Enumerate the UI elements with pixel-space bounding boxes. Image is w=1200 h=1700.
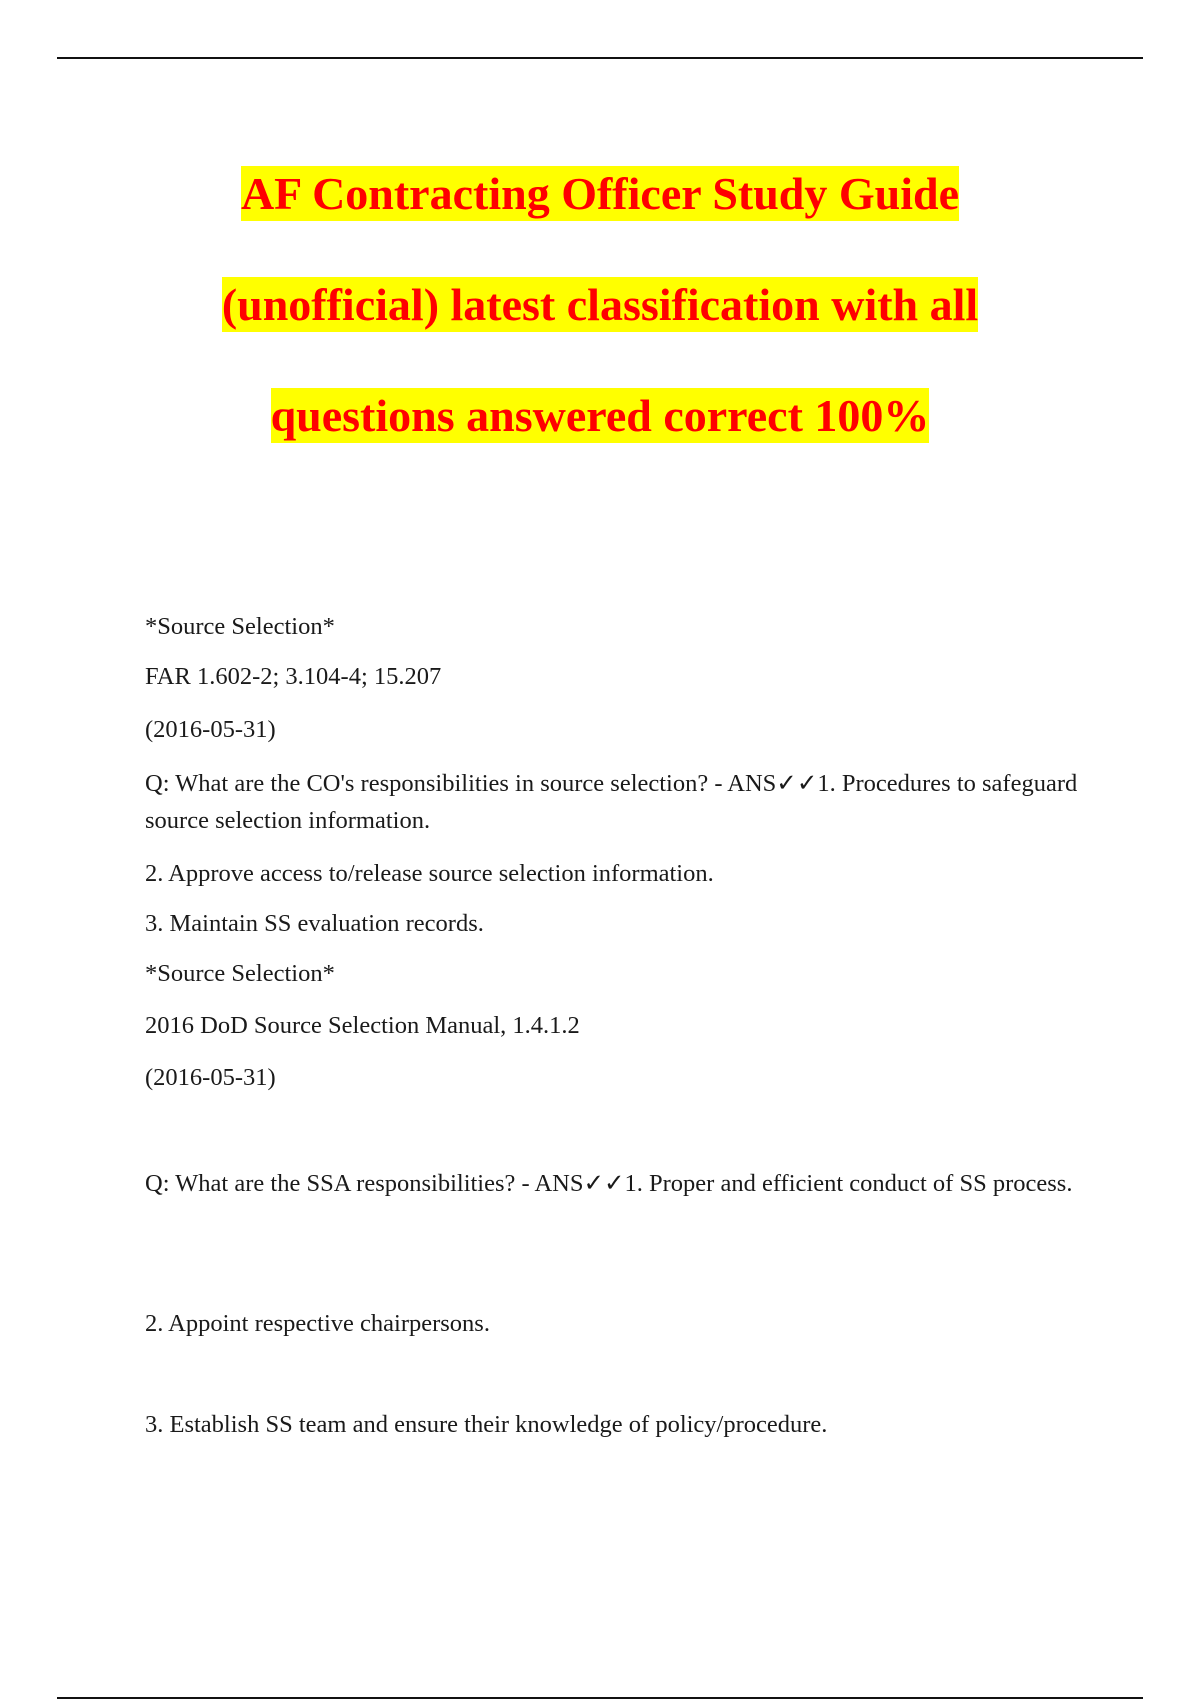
reference-1: FAR 1.602-2; 3.104-4; 15.207 [145, 663, 442, 690]
title-line-3: questions answered correct 100% [270, 390, 930, 441]
section-heading-2: *Source Selection* [145, 960, 335, 987]
answer-item-1-3: 3. Maintain SS evaluation records. [145, 910, 484, 937]
top-rule [57, 57, 1143, 59]
title-line-2: (unofficial) latest classification with all [221, 279, 979, 330]
date-1: (2016-05-31) [145, 716, 276, 743]
title-line-1: AF Contracting Officer Study Guide [240, 168, 960, 219]
section-heading-1: *Source Selection* [145, 613, 335, 640]
answer-item-1-2: 2. Approve access to/release source selection information. [145, 860, 714, 887]
document-title [0, 138, 1200, 471]
answer-item-2-2: 2. Appoint respective chairpersons. [145, 1310, 490, 1337]
date-2: (2016-05-31) [145, 1064, 276, 1091]
bottom-rule [57, 1697, 1143, 1699]
question-1: Q: What are the CO's responsibilities in source selection? - ANS✓✓1. Procedures to safeguard source selection information. [145, 770, 1078, 834]
question-2: Q: What are the SSA responsibilities? - ANS✓✓1. Proper and efficient conduct of SS process. [145, 1170, 1073, 1197]
reference-2: 2016 DoD Source Selection Manual, 1.4.1.2 [145, 1012, 580, 1039]
answer-item-2-3: 3. Establish SS team and ensure their knowledge of policy/procedure. [145, 1411, 828, 1438]
